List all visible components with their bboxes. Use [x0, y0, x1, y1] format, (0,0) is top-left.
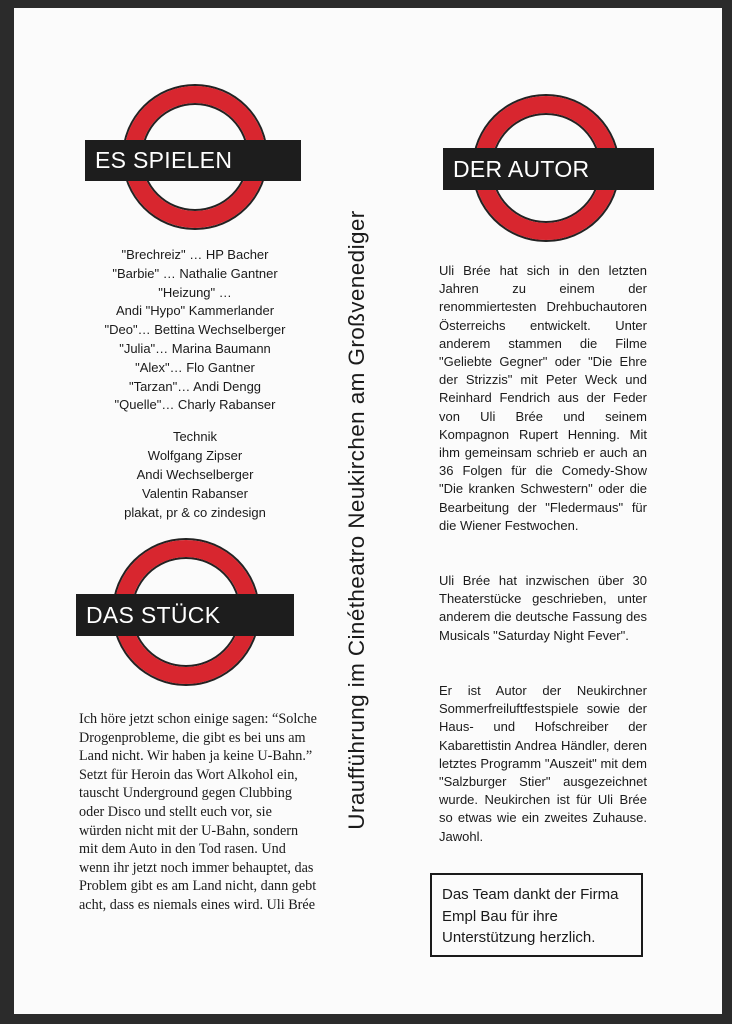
- technik-heading: Technik: [172, 429, 218, 444]
- cast-line: "Deo"… Bettina Wechselberger: [104, 322, 286, 338]
- technik-line: Valentin Rabanser: [142, 486, 248, 501]
- play-description: Ich höre jetzt schon einige sagen: “Solche Drogenprobleme, die gibt es bei uns am Land nicht. Wir haben ja keine U-Bahn.” Setzt für Heroin das Wort Alkohol ein, tauscht Underground gegen Clubbing oder Disco und stellt euch vor, sie würden nicht mit der U-Bahn, sondern mit dem Auto in den Tod rasen. Und wenn ihr jetzt noch immer behauptet, das Problem gibt es am Land nicht, dann gebt acht, dass es niemals eines wird. Uli Brée: [79, 711, 317, 913]
- technik-list: [60, 427, 330, 522]
- author-paragraph-1: Uli Brée hat sich in den letzten Jahren zu einem der renommiertesten Drehbuchautoren Österreichs entwickelt. Unter anderem stammen die Filme "Geliebte Gegner" oder "Die Ehre der Strizzis" mit Peter Weck und Reinhard Fendrich aus der Feder von Uli Brée und seinem Kompagnon Rupert Henning. Mit ihm gemeinsam schrieb er auch an 36 Folgen für die Comedy-Show "Die kranken Schwestern" oder die Bearbeitung der "Fledermaus" für die Wiener Festwochen.: [439, 263, 647, 533]
- author-paragraph-3: Er ist Autor der Neukirchner Sommerfreiluftfestspiele sowie der Haus- und Hofschreiber der Kabarettistin Andrea Händler, deren letztes Programm "Auszeit" mit dem "Salzburger Stier" ausgezeichnet wurde. Neukirchen ist für Uli Brée so etwas wie ein zweites Zuhause. Jawohl.: [439, 683, 647, 844]
- section-heading-es-spielen: ES SPIELEN: [85, 140, 301, 181]
- cast-line: Andi "Hypo" Kammerlander: [115, 303, 275, 319]
- cast-line: "Tarzan"… Andi Dengg: [128, 378, 262, 394]
- section-heading-das-stueck: DAS STÜCK: [76, 594, 294, 636]
- cast-list: [60, 246, 330, 415]
- author-paragraph-2: Uli Brée hat inzwischen über 30 Theaterstücke geschrieben, unter anderem die deutsche Fassung des Musicals "Saturday Night Fever".: [439, 573, 647, 643]
- section-heading-der-autor: DER AUTOR: [443, 148, 654, 190]
- cast-line: "Brechreiz" … HP Bacher: [121, 247, 269, 262]
- cast-line: "Quelle"… Charly Rabanser: [114, 397, 276, 413]
- thanks-box: Das Team dankt der Firma Empl Bau für ihre Unterstützung herzlich.: [430, 873, 643, 957]
- technik-line: Andi Wechselberger: [136, 467, 254, 482]
- cast-line: "Julia"… Marina Baumann: [119, 340, 271, 356]
- vertical-title: Uraufführung im Cinétheatro Neukirchen am Großvenediger: [344, 210, 369, 830]
- technik-line: Wolfgang Zipser: [147, 448, 243, 463]
- cast-line: "Heizung" …: [158, 284, 232, 300]
- cast-line: "Alex"… Flo Gantner: [135, 359, 255, 375]
- cast-line: "Barbie" … Nathalie Gantner: [112, 265, 278, 281]
- technik-line: plakat, pr & co zindesign: [124, 505, 266, 520]
